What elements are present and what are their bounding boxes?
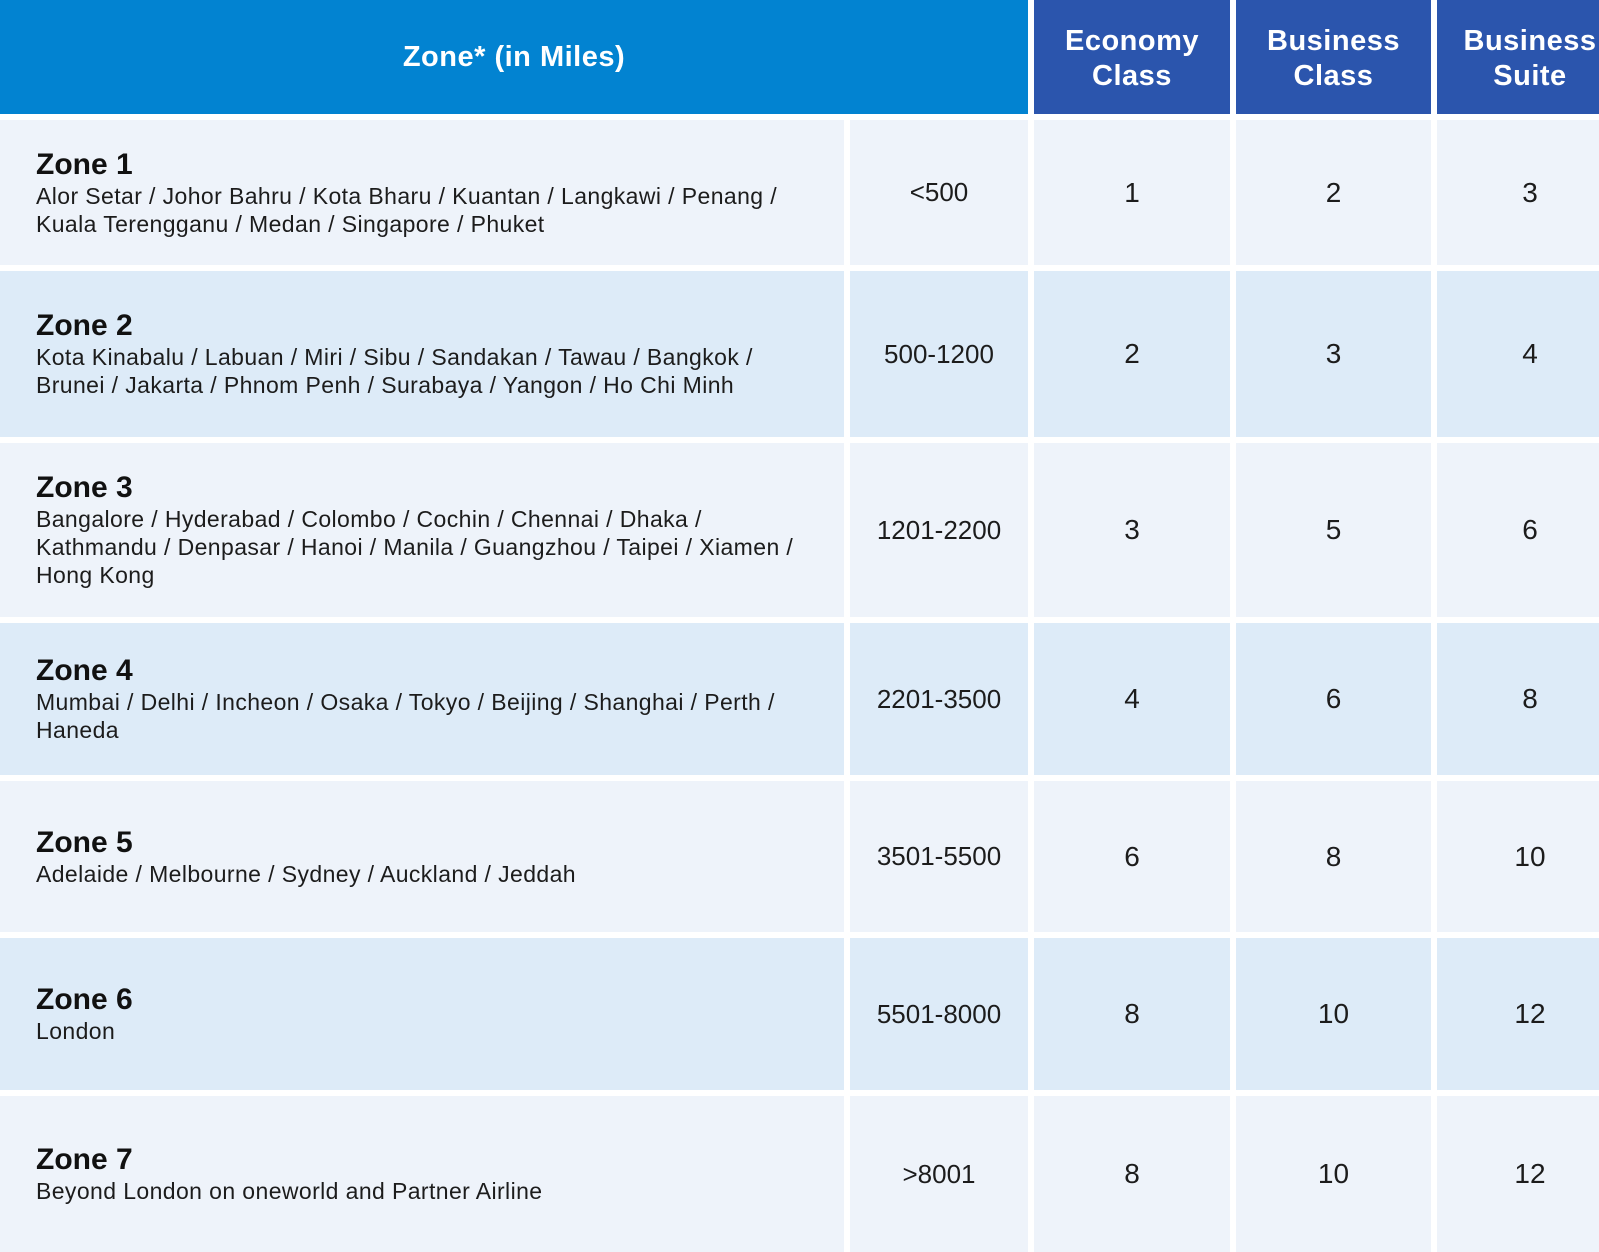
header-economy-line1: Economy (1064, 25, 1200, 57)
zone-name: Zone 2 (36, 309, 133, 342)
economy-value: 1 (1034, 120, 1230, 265)
header-business-suite (1437, 0, 1599, 114)
business-suite-value: 3 (1437, 120, 1599, 265)
zone-destinations: Kota Kinabalu / Labuan / Miri / Sibu / Sandakan / Tawau / Bangkok / Brunei / Jakarta / Phnom Penh / Surabaya / Yangon / Ho Chi Minh (36, 344, 753, 398)
header-zone-label: Zone* (in Miles) (402, 40, 626, 73)
zone-destinations: Mumbai / Delhi / Incheon / Osaka / Tokyo / Beijing / Shanghai / Perth / Haneda (36, 689, 775, 743)
header-economy-line2: Class (1092, 60, 1172, 92)
header-business-suite-line1: Business (1463, 25, 1597, 57)
header-economy-class (1034, 0, 1230, 114)
business-suite-value: 12 (1437, 1096, 1599, 1252)
zone-name: Zone 5 (36, 825, 133, 859)
zone-name: Zone 3 (36, 471, 133, 504)
business-suite-value: 4 (1437, 271, 1599, 437)
zone-destinations: London (36, 1018, 116, 1044)
zone-destinations: Beyond London on oneworld and Partner Airline (36, 1178, 543, 1204)
zone-destinations: Alor Setar / Johor Bahru / Kota Bharu / Kuantan / Langkawi / Penang / Kuala Terengganu / Medan / Singapore / Phuket (36, 182, 778, 237)
zone-name: Zone 6 (36, 983, 133, 1016)
business-class-value: 5 (1236, 443, 1431, 617)
business-class-value: 3 (1236, 271, 1431, 437)
header-business-class-line1: Business (1267, 25, 1400, 57)
business-class-value: 8 (1236, 781, 1431, 932)
business-suite-value: 8 (1437, 623, 1599, 775)
zone-name: Zone 1 (36, 147, 133, 181)
business-class-value: 2 (1236, 120, 1431, 265)
zone-cell (0, 120, 844, 265)
zone-cell (0, 938, 844, 1090)
header-business-class-line2: Class (1293, 60, 1374, 92)
miles-range: 500-1200 (850, 271, 1028, 437)
zone-cell (0, 271, 844, 437)
zone-cell (0, 623, 844, 775)
miles-range: 3501-5500 (850, 781, 1028, 932)
header-business-suite-line2: Suite (1493, 60, 1567, 92)
business-class-value: 10 (1236, 1096, 1431, 1252)
miles-range: 2201-3500 (850, 623, 1028, 775)
miles-range: 1201-2200 (850, 443, 1028, 617)
business-class-value: 6 (1236, 623, 1431, 775)
economy-value: 8 (1034, 1096, 1230, 1252)
business-suite-value: 6 (1437, 443, 1599, 617)
zone-name: Zone 4 (36, 654, 133, 687)
business-class-value: 10 (1236, 938, 1431, 1090)
zone-cell (0, 1096, 844, 1252)
zone-cell (0, 443, 844, 617)
economy-value: 2 (1034, 271, 1230, 437)
zone-destinations: Bangalore / Hyderabad / Colombo / Cochin / Chennai / Dhaka / Kathmandu / Denpasar / Hanoi / Manila / Guangzhou / Taipei / Xiamen / Hong Kong (36, 506, 794, 588)
business-suite-value: 12 (1437, 938, 1599, 1090)
economy-value: 4 (1034, 623, 1230, 775)
economy-value: 3 (1034, 443, 1230, 617)
miles-range: <500 (850, 120, 1028, 265)
business-suite-value: 10 (1437, 781, 1599, 932)
zone-cell (0, 781, 844, 932)
zone-destinations: Adelaide / Melbourne / Sydney / Auckland / Jeddah (36, 860, 576, 887)
economy-value: 8 (1034, 938, 1230, 1090)
economy-value: 6 (1034, 781, 1230, 932)
header-business-class (1236, 0, 1431, 114)
header-zone (0, 0, 1028, 114)
miles-range: >8001 (850, 1096, 1028, 1252)
miles-range: 5501-8000 (850, 938, 1028, 1090)
zone-name: Zone 7 (36, 1143, 133, 1176)
